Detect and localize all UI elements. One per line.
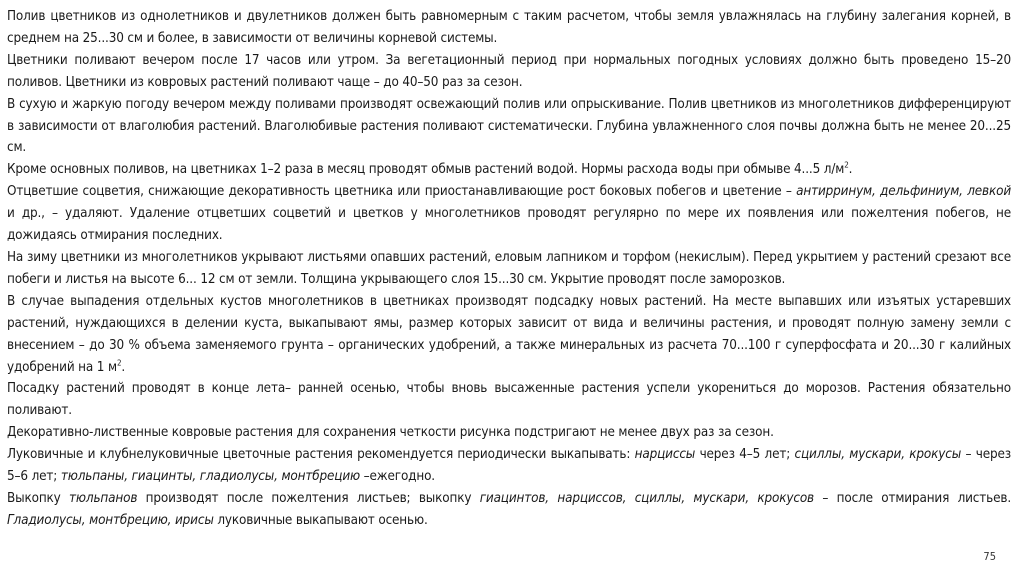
paragraph — [7, 159, 1011, 181]
italic-run: антирринум, дельфиниум, левкой — [796, 184, 1011, 200]
italic-run: Гладиолусы, монтбрецию, ирисы — [7, 512, 214, 528]
paragraph — [7, 422, 1011, 444]
paragraph — [7, 94, 1011, 160]
italic-run: сциллы, мускари, крокусы — [794, 447, 962, 463]
text-run: луковичные выкапывают осенью. — [213, 512, 428, 528]
text-run: – после отмирания листьев. — [814, 490, 1011, 506]
text-run: и др., – удаляют. Удаление отцветших соцветий и цветков у многолетников проводят регулярно по мере их появления или пожелтения побегов, не дожидаясь отмирания последних. — [7, 206, 1011, 244]
paragraph — [7, 50, 1011, 94]
paragraph — [7, 378, 1011, 422]
italic-run: тюльпаны, гиацинты, гладиолусы, монтбрецию — [60, 469, 360, 485]
paragraph — [7, 181, 1011, 247]
paragraph — [7, 444, 1011, 488]
text-run: –ежегодно. — [360, 469, 435, 485]
text-run: Посадку растений проводят в конце лета– ранней осенью, чтобы вновь высаженные растения успели укорениться до морозов. Растения обязательно поливают. — [7, 381, 1011, 419]
text-run: – через 5–6 лет; — [7, 447, 1011, 485]
text-run: Кроме основных поливов, на цветниках 1–2 раза в месяц проводят обмыв растений водой. Нормы расхода воды при обмыве 4...5 л/м — [7, 162, 845, 178]
text-run: На зиму цветники из многолетников укрывают листьями опавших растений, еловым лапником и торфом (некислым). Перед укрытием у растений срезают все побеги и листья на высоте 6... 12 см от земли. Толщина укрывающего слоя 15...30 см. Укрытие проводят после заморозков. — [7, 249, 1011, 287]
text-run: Луковичные и клубнелуковичные цветочные растения рекомендуется периодически выкапывать: — [7, 447, 635, 463]
text-run: В случае выпадения отдельных кустов многолетников в цветниках производят подсадку новых растений. На месте выпавших или изъятых устаревших растений, нуждающихся в делении куста, выкапывают ямы, размер которых зависит от вида и величины растения, и проводят полную замену земли с внесением – до 30 % объема заменяемого грунта – органических удобрений, а также минеральных из расчета 70...100 г суперфосфата и 20...30 г калийных удобрений на 1 м — [7, 293, 1011, 375]
text-run: Полив цветников из однолетников и двулетников должен быть равномерным с таким расчетом, чтобы земля увлажнялась на глубину залегания корней, в среднем на 25...30 см и более, в зависимости от величины корневой системы. — [7, 9, 1011, 46]
paragraph — [7, 488, 1011, 532]
text-run: Выкопку — [7, 490, 70, 506]
superscript: 2 — [116, 358, 122, 368]
paragraph — [7, 6, 1011, 50]
text-run: В сухую и жаркую погоду вечером между поливами производят освежающий полив или опрыскивание. Полив цветников из многолетников дифференцируют в зависимости от влаголюбия растений. Влаголюбивые растения поливают систематически. Глубина увлажненного слоя почвы должна быть не менее 20...25 см. — [7, 96, 1011, 156]
superscript: 2 — [844, 160, 849, 170]
text-run: . — [848, 162, 853, 178]
text-run: производят после пожелтения листьев; выкопку — [137, 490, 480, 506]
italic-run: гиацинтов, нарциссов, сциллы, мускари, крокусов — [479, 490, 815, 506]
paragraph — [7, 291, 1011, 379]
text-run: через 4–5 лет; — [695, 447, 795, 463]
text-run: . — [121, 359, 126, 375]
body-text — [7, 6, 1011, 532]
page-number: 75 — [983, 550, 996, 563]
italic-run: нарциссы — [634, 447, 696, 463]
text-run: Отцветшие соцветия, снижающие декоративность цветника или приостанавливающие рост боковых побегов и цветение – — [7, 184, 797, 200]
italic-run: тюльпанов — [69, 490, 138, 506]
text-run: Декоративно-лиственные ковровые растения для сохранения четкости рисунка подстригают не менее двух раз за сезон. — [7, 425, 774, 441]
paragraph — [7, 247, 1011, 291]
text-run: Цветники поливают вечером после 17 часов или утром. За вегетационный период при нормальных погодных условиях должно быть проведено 15–20 поливов. Цветники из ковровых растений поливают чаще – до 40–50 раз за сезон. — [7, 52, 1011, 90]
